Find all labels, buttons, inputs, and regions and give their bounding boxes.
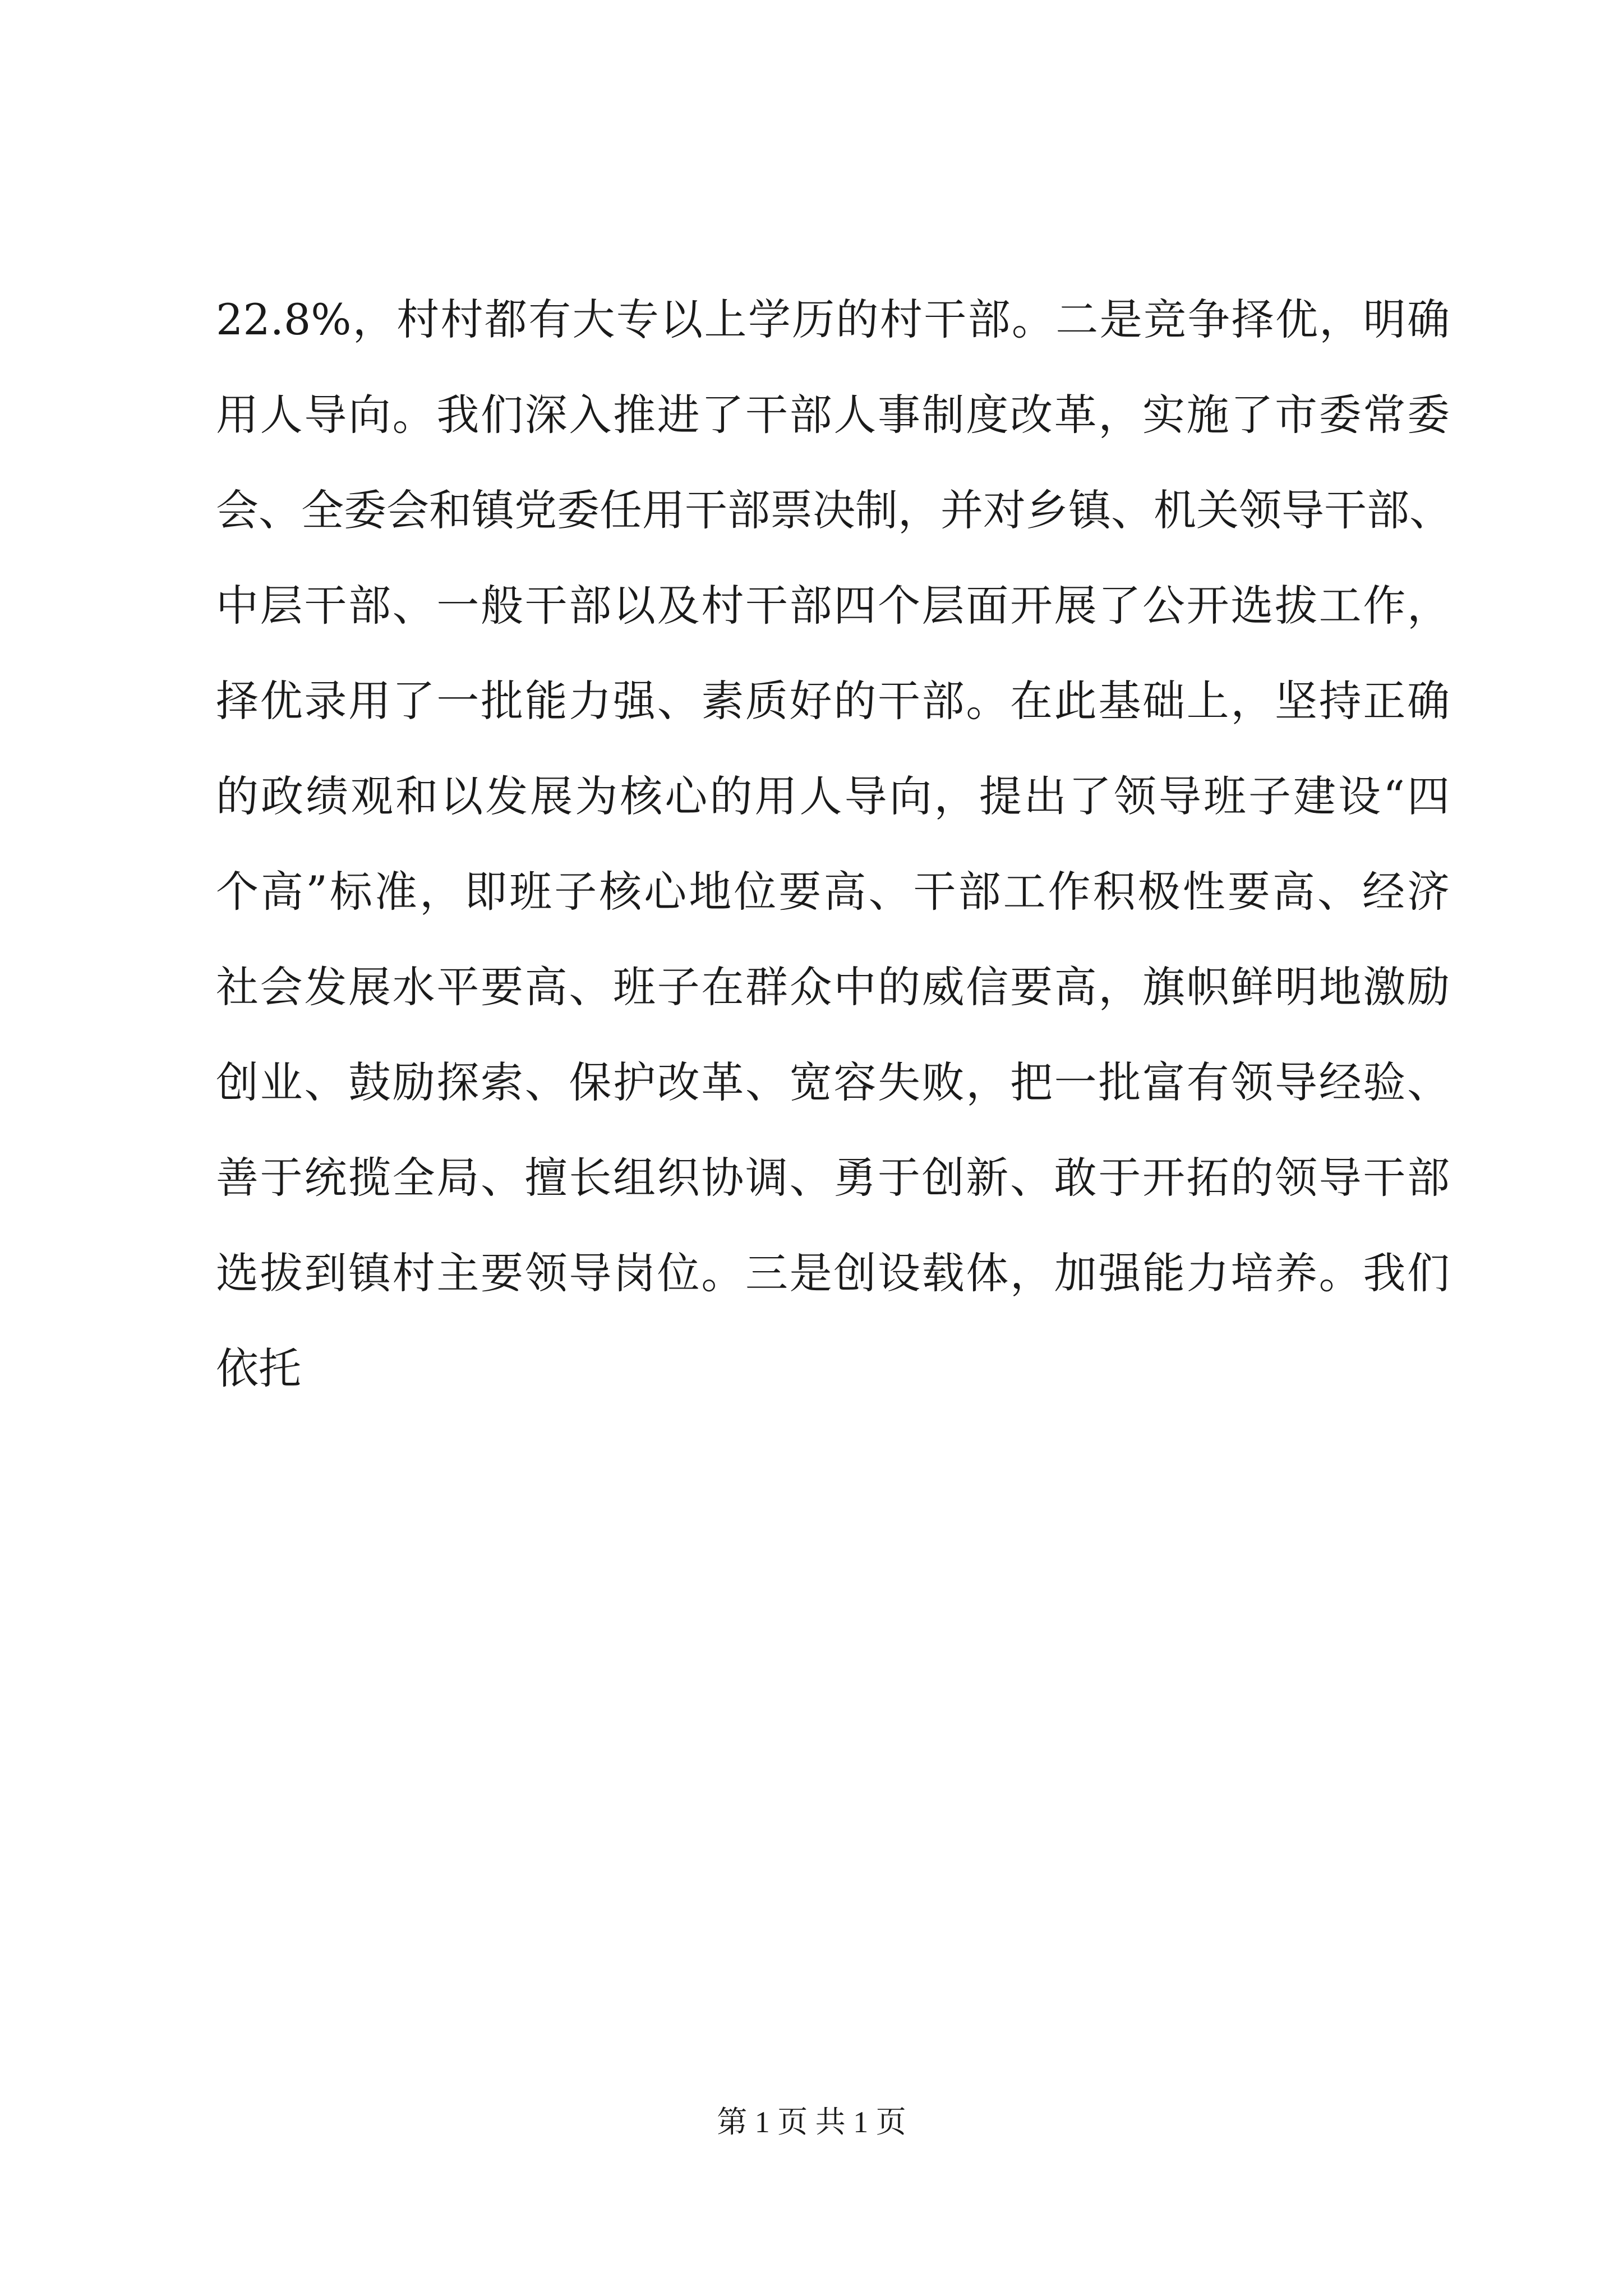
text-line: 22.8%，村村都有大专以上学历的村干部。二是竞争择优，明确 — [216, 295, 1450, 344]
text-line: 会、全委会和镇党委任用干部票决制，并对乡镇、机关领导干部、 — [216, 485, 1452, 535]
text-line: 择优录用了一批能力强、素质好的干部。在此基础上，坚持正确 — [216, 676, 1450, 726]
text-line: 创业、鼓励探索、保护改革、宽容失败，把一批富有领导经验、 — [216, 1057, 1450, 1107]
text-line: 善于统揽全局、擅长组织协调、勇于创新、敢于开拓的领导干部 — [216, 1153, 1450, 1203]
body-paragraph — [216, 272, 1450, 1416]
text-line: 的政绩观和以发展为核心的用人导向，提出了领导班子建设“四 — [216, 771, 1450, 821]
text-line: 中层干部、一般干部以及村干部四个层面开展了公开选拔工作， — [216, 581, 1450, 631]
text-line: 选拔到镇村主要领导岗位。三是创设载体，加强能力培养。我们 — [216, 1248, 1450, 1298]
text-line: 依托 — [216, 1343, 301, 1393]
text-line: 个高”标准，即班子核心地位要高、干部工作积极性要高、经济 — [216, 867, 1450, 917]
text-line: 社会发展水平要高、班子在群众中的威信要高，旗帜鲜明地激励 — [216, 962, 1450, 1012]
page-number-footer: 第 1 页 共 1 页 — [717, 2105, 906, 2139]
text-line: 用人导向。我们深入推进了干部人事制度改革，实施了市委常委 — [216, 390, 1450, 440]
